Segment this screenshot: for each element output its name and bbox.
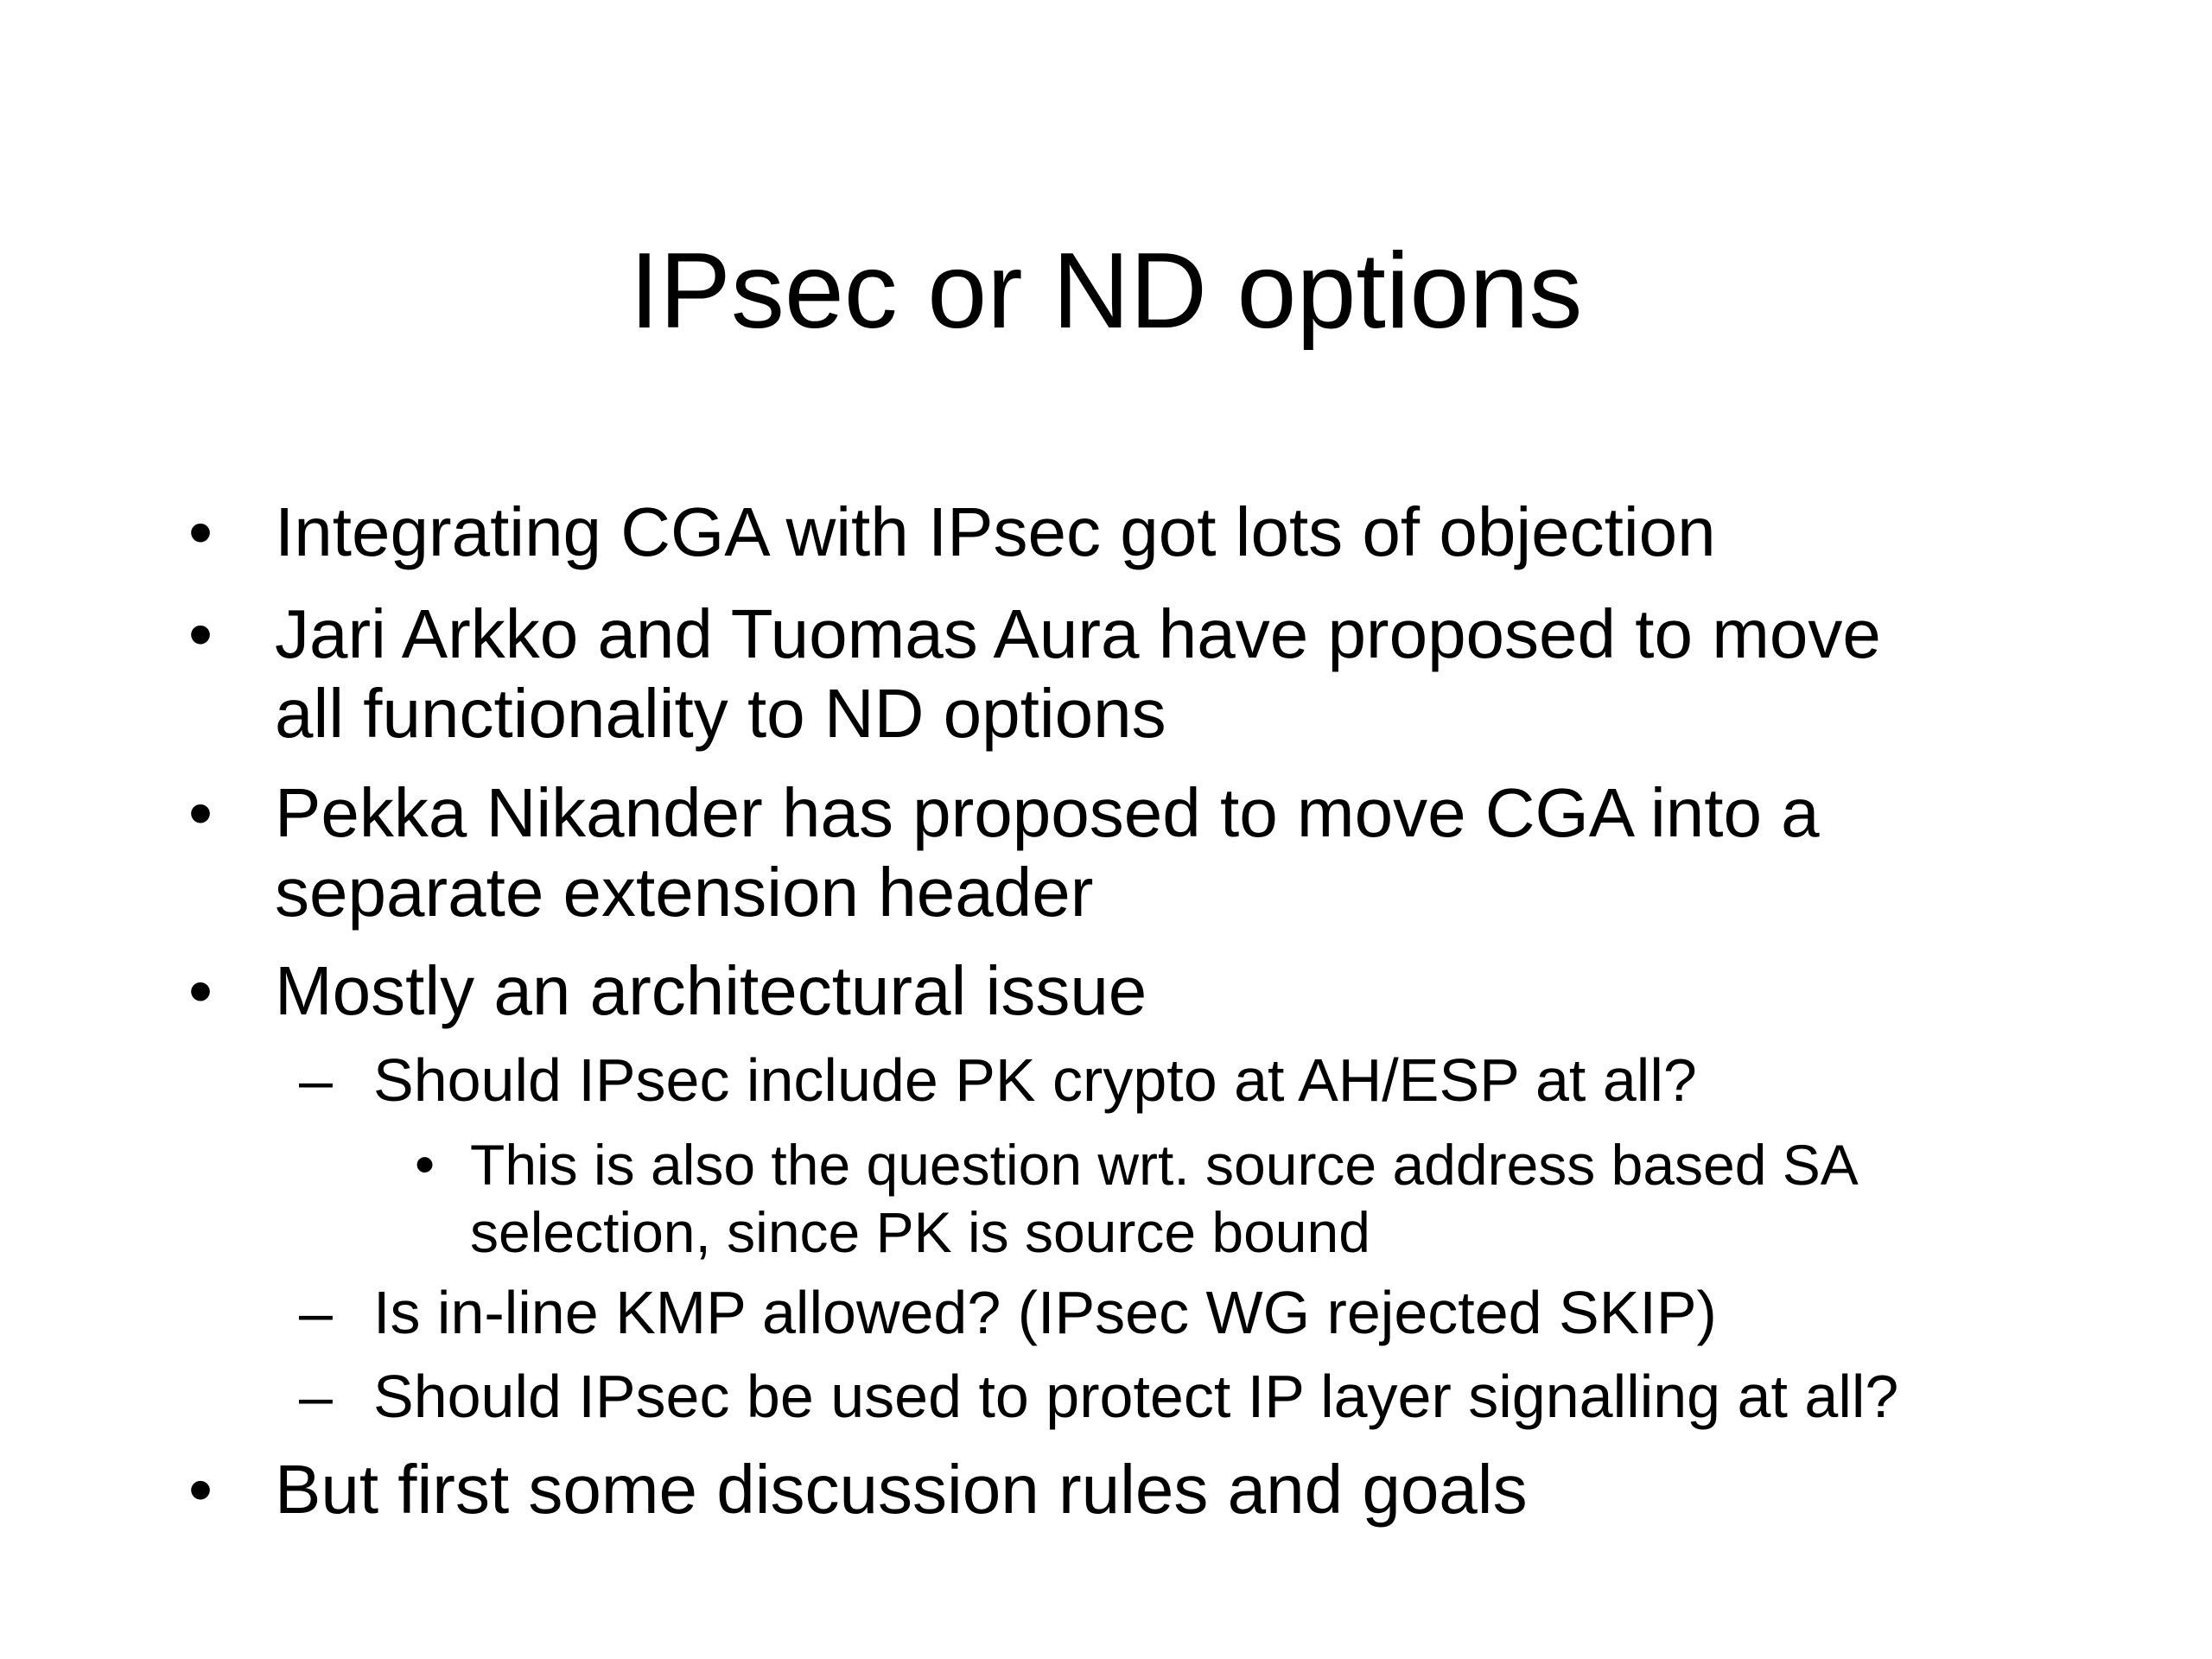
bullet-text: separate extension header [275, 854, 1094, 931]
bullet-marker: • [188, 493, 213, 570]
sub-bullet-text: Should IPsec include PK crypto at AH/ESP at all? [373, 1046, 1697, 1114]
bullet-text: all functionality to ND options [275, 675, 1166, 752]
sub-sub-bullet-text: This is also the question wrt. source address based SA [470, 1133, 1859, 1197]
bullet-marker: • [188, 952, 213, 1029]
dash-marker: – [299, 1363, 333, 1430]
bullet-text: But first some discussion rules and goals [275, 1451, 1528, 1528]
sub-bullet-text: Should IPsec be used to protect IP layer signalling at all? [373, 1363, 1899, 1430]
slide-title: IPsec or ND options [629, 232, 1583, 351]
bullet-marker: • [415, 1132, 435, 1196]
sub-sub-bullet-text: selection, since PK is source bound [470, 1200, 1370, 1264]
bullet-text: Mostly an architectural issue [275, 952, 1147, 1029]
bullet-marker: • [188, 774, 213, 851]
bullet-marker: • [188, 595, 213, 672]
bullet-marker: • [188, 1451, 213, 1528]
bullet-text: Pekka Nikander has proposed to move CGA into a [275, 774, 1820, 851]
dash-marker: – [299, 1279, 333, 1346]
sub-bullet-text: Is in-line KMP allowed? (IPsec WG rejected SKIP) [373, 1279, 1717, 1346]
dash-marker: – [299, 1046, 333, 1114]
bullet-text: Jari Arkko and Tuomas Aura have proposed to move [275, 595, 1881, 672]
bullet-text: Integrating CGA with IPsec got lots of objection [275, 493, 1716, 570]
